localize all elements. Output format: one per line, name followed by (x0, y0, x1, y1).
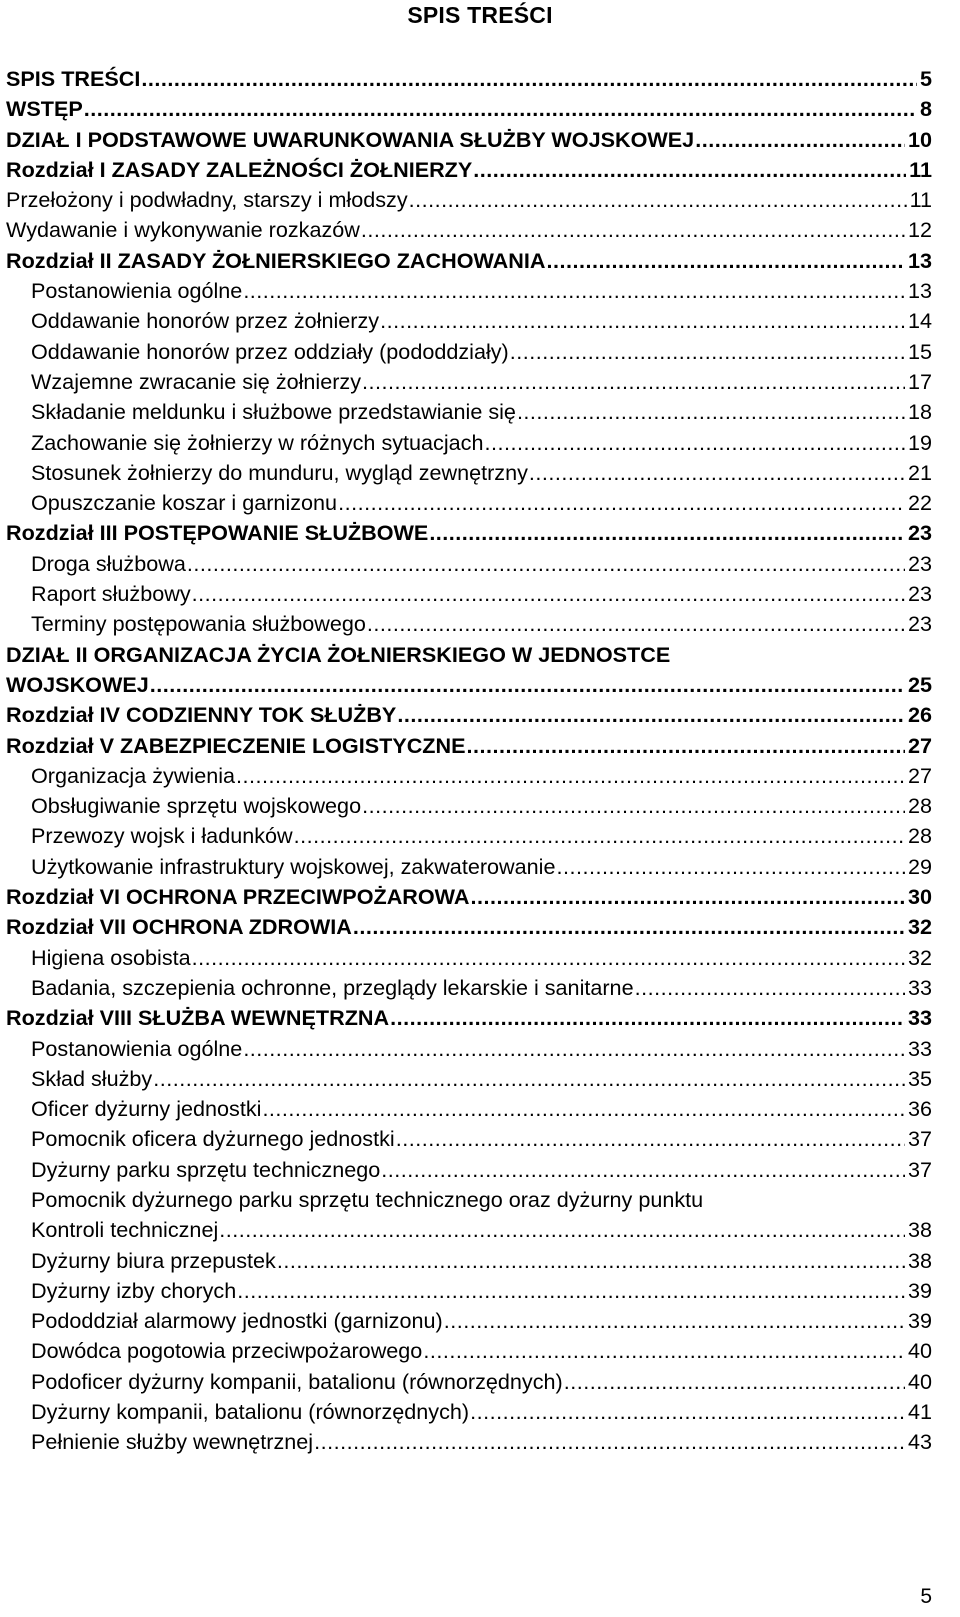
toc-entry[interactable] (6, 1185, 932, 1215)
dot-leader (467, 731, 905, 761)
toc-entry-label: Podoficer dyżurny kompanii, batalionu (równorzędnych) (31, 1368, 563, 1394)
toc-entry-page: 27 (907, 762, 932, 788)
dot-leader (546, 246, 905, 276)
toc-entry[interactable] (6, 155, 932, 185)
toc-entry[interactable] (6, 973, 932, 1003)
toc-entry[interactable] (6, 428, 932, 458)
toc-entry-page: 13 (907, 247, 932, 273)
toc-entry[interactable] (6, 185, 932, 215)
toc-entry-label: Rozdział VII OCHRONA ZDROWIA (6, 914, 352, 940)
toc-entry-label: Skład służby (31, 1065, 153, 1091)
toc-entry[interactable] (6, 700, 932, 730)
toc-entry-label: Dowódca pogotowia przeciwpożarowego (31, 1338, 423, 1364)
dot-leader (423, 1336, 905, 1366)
toc-entry[interactable] (6, 518, 932, 548)
toc-entry-page: 30 (907, 884, 932, 910)
toc-entry-page: 13 (907, 278, 932, 304)
toc-entry[interactable] (6, 852, 932, 882)
dot-leader (396, 1124, 905, 1154)
toc-entry-page: 22 (907, 490, 932, 516)
toc-entry-page: 39 (907, 1308, 932, 1334)
dot-leader (380, 306, 905, 336)
toc-entry-page: 18 (907, 399, 932, 425)
toc-entry-label: WOJSKOWEJ (6, 671, 149, 697)
toc-entry-label: Oddawanie honorów przez oddziały (pododdziały) (31, 338, 509, 364)
toc-entry[interactable] (6, 882, 932, 912)
toc-entry[interactable] (6, 125, 932, 155)
toc-entry-label: Dyżurny kompanii, batalionu (równorzędnych) (31, 1399, 470, 1425)
toc-entry-page: 28 (907, 793, 932, 819)
dot-leader (484, 428, 905, 458)
toc-entry[interactable] (6, 1276, 932, 1306)
toc-entry[interactable] (6, 306, 932, 336)
dot-leader (429, 518, 905, 548)
dot-leader (150, 670, 905, 700)
toc-entry-page: 29 (907, 853, 932, 879)
toc-entry-page: 41 (907, 1399, 932, 1425)
toc-entry-label: Wzajemne zwracanie się żołnierzy (31, 368, 362, 394)
dot-leader (237, 1276, 905, 1306)
toc-entry[interactable] (6, 1155, 932, 1185)
toc-entry[interactable] (6, 1397, 932, 1427)
dot-leader (470, 882, 905, 912)
dot-leader (219, 1215, 905, 1245)
toc-entry-label: Organizacja żywienia (31, 762, 236, 788)
toc-entry[interactable] (6, 761, 932, 791)
toc-entry-page: 8 (919, 96, 932, 122)
toc-entry-label: Przewozy wojsk i ładunków (31, 823, 293, 849)
toc-entry-page: 19 (907, 429, 932, 455)
toc-entry[interactable] (6, 1124, 932, 1154)
toc-entry-label: Zachowanie się żołnierzy w różnych sytuacjach (31, 429, 484, 455)
toc-entry[interactable] (6, 1336, 932, 1366)
toc-entry-label: Rozdział VI OCHRONA PRZECIWPOŻAROWA (6, 884, 470, 910)
dot-leader (635, 973, 905, 1003)
dot-leader (564, 1367, 905, 1397)
toc-entry-label: DZIAŁ II ORGANIZACJA ŻYCIA ŻOŁNIERSKIEGO W JEDNOSTCE (6, 641, 671, 667)
toc-entry-label: Pomocnik oficera dyżurnego jednostki (31, 1126, 395, 1152)
toc-entry[interactable] (6, 215, 932, 245)
toc-entry[interactable] (6, 246, 932, 276)
toc-entry-label: Stosunek żołnierzy do munduru, wygląd zewnętrzny (31, 459, 528, 485)
dot-leader (353, 912, 905, 942)
dot-leader (510, 337, 905, 367)
toc-entry-label: Użytkowanie infrastruktury wojskowej, zakwaterowanie (31, 853, 556, 879)
toc-entry[interactable] (6, 1064, 932, 1094)
dot-leader (153, 1064, 905, 1094)
toc-entry-page: 11 (909, 156, 932, 182)
toc-entry-label: Higiena osobista (31, 944, 191, 970)
toc-entry-page: 43 (907, 1429, 932, 1455)
toc-entry[interactable] (6, 1367, 932, 1397)
toc-entry[interactable] (6, 579, 932, 609)
toc-entry-page: 35 (907, 1065, 932, 1091)
toc-entry-label: Rozdział IV CODZIENNY TOK SŁUŻBY (6, 702, 397, 728)
toc-entry[interactable] (6, 337, 932, 367)
toc-entry-page: 36 (907, 1096, 932, 1122)
toc-entry[interactable] (6, 1094, 932, 1124)
toc-entry[interactable] (6, 549, 932, 579)
toc-entry-label: Postanowienia ogólne (31, 278, 243, 304)
toc-entry-page: 28 (907, 823, 932, 849)
toc-entry-page: 11 (909, 187, 932, 213)
dot-leader (444, 1306, 905, 1336)
dot-leader (556, 852, 905, 882)
dot-leader (277, 1246, 905, 1276)
toc-entry[interactable] (6, 731, 932, 761)
toc-entry-page: 40 (907, 1338, 932, 1364)
dot-leader (473, 155, 906, 185)
dot-leader (529, 458, 905, 488)
dot-leader (187, 549, 905, 579)
toc-entry-label: Pełnienie służby wewnętrznej (31, 1429, 314, 1455)
toc-entry-page: 5 (919, 66, 932, 91)
table-of-contents (6, 64, 932, 1458)
toc-entry[interactable] (6, 367, 932, 397)
toc-entry-page: 33 (907, 1035, 932, 1061)
dot-leader (367, 609, 905, 639)
toc-entry-page: 38 (907, 1247, 932, 1273)
toc-entry[interactable] (6, 1034, 932, 1064)
toc-entry[interactable] (6, 1003, 932, 1033)
dot-leader (141, 64, 917, 94)
toc-entry-page: 32 (907, 914, 932, 940)
toc-entry-page: 37 (907, 1156, 932, 1182)
dot-leader (362, 367, 905, 397)
dot-leader (192, 579, 905, 609)
toc-entry-page: 14 (907, 308, 932, 334)
toc-entry-label: Obsługiwanie sprzętu wojskowego (31, 793, 362, 819)
toc-entry[interactable] (6, 912, 932, 942)
toc-entry[interactable] (6, 791, 932, 821)
toc-entry-label: Wydawanie i wykonywanie rozkazów (6, 217, 360, 243)
toc-entry[interactable] (6, 943, 932, 973)
toc-entry-label: Składanie meldunku i służbowe przedstawianie się (31, 399, 516, 425)
toc-entry-label: Droga służbowa (31, 550, 186, 576)
toc-entry-page: 12 (907, 217, 932, 243)
toc-entry[interactable] (6, 821, 932, 851)
page-title: SPIS TREŚCI (407, 2, 553, 28)
dot-leader (361, 215, 905, 245)
toc-entry-page: 17 (907, 368, 932, 394)
toc-entry-label: Przełożony i podwładny, starszy i młodszy (6, 187, 408, 213)
toc-entry-page: 32 (907, 944, 932, 970)
toc-entry-page: 21 (907, 459, 932, 485)
toc-entry-label: Rozdział II ZASADY ŻOŁNIERSKIEGO ZACHOWANIA (6, 247, 546, 273)
toc-entry[interactable] (6, 1427, 932, 1457)
toc-entry-page: 37 (907, 1126, 932, 1152)
dot-leader (470, 1397, 905, 1427)
dot-leader (362, 791, 905, 821)
dot-leader (236, 761, 905, 791)
dot-leader (243, 276, 905, 306)
dot-leader (338, 488, 905, 518)
toc-entry[interactable] (6, 1215, 932, 1245)
toc-entry-page: 40 (907, 1368, 932, 1394)
dot-leader (517, 397, 905, 427)
toc-entry-page: 33 (907, 1005, 932, 1031)
dot-leader (390, 1003, 905, 1033)
toc-entry-page: 33 (907, 974, 932, 1000)
toc-entry[interactable] (6, 488, 932, 518)
toc-entry-page: 25 (907, 671, 932, 697)
toc-entry-label: Rozdział V ZABEZPIECZENIE LOGISTYCZNE (6, 732, 466, 758)
page-number: 5 (920, 1585, 932, 1608)
toc-entry-label: Badania, szczepienia ochronne, przeglądy lekarskie i sanitarne (31, 974, 634, 1000)
toc-entry-label: Rozdział I ZASADY ZALEŻNOŚCI ŻOŁNIERZY (6, 156, 473, 182)
toc-entry-label: DZIAŁ I PODSTAWOWE UWARUNKOWANIA SŁUŻBY WOJSKOWEJ (6, 126, 695, 152)
dot-leader (314, 1427, 905, 1457)
toc-entry-label: Oddawanie honorów przez żołnierzy (31, 308, 380, 334)
toc-entry-label: Postanowienia ogólne (31, 1035, 243, 1061)
toc-entry[interactable] (6, 458, 932, 488)
dot-leader (262, 1094, 905, 1124)
toc-entry-page: 39 (907, 1277, 932, 1303)
toc-entry[interactable] (6, 609, 932, 639)
dot-leader (695, 125, 905, 155)
toc-entry[interactable] (6, 640, 932, 670)
toc-entry-label: WSTĘP (6, 96, 83, 122)
toc-entry-label: Opuszczanie koszar i garnizonu (31, 490, 338, 516)
toc-entry-page: 26 (907, 702, 932, 728)
dot-leader (381, 1155, 905, 1185)
toc-entry-label: Pomocnik dyżurnego parku sprzętu technicznego oraz dyżurny punktu (31, 1186, 704, 1212)
toc-entry-label: Terminy postępowania służbowego (31, 611, 366, 637)
toc-entry-label: Dyżurny parku sprzętu technicznego (31, 1156, 381, 1182)
dot-leader (397, 700, 905, 730)
toc-entry-label: Rozdział III POSTĘPOWANIE SŁUŻBOWE (6, 520, 429, 546)
toc-entry-page: 23 (907, 611, 932, 637)
dot-leader (294, 821, 905, 851)
toc-entry-page: 38 (907, 1217, 932, 1243)
toc-entry-label: Rozdział VIII SŁUŻBA WEWNĘTRZNA (6, 1005, 390, 1031)
toc-entry-page: 23 (907, 520, 932, 546)
dot-leader (409, 185, 907, 215)
toc-entry-label: Kontroli technicznej (31, 1217, 219, 1243)
toc-entry[interactable] (6, 397, 932, 427)
toc-entry[interactable] (6, 276, 932, 306)
toc-entry-label: SPIS TREŚCI (6, 66, 141, 91)
toc-entry-page: 15 (907, 338, 932, 364)
dot-leader (84, 94, 917, 124)
toc-entry-page: 23 (907, 550, 932, 576)
toc-entry-label: Raport służbowy (31, 581, 191, 607)
toc-entry[interactable] (6, 94, 932, 124)
toc-entry-label: Dyżurny izby chorych (31, 1277, 237, 1303)
toc-entry[interactable] (6, 1306, 932, 1336)
dot-leader (192, 943, 905, 973)
toc-entry-label: Pododdział alarmowy jednostki (garnizonu) (31, 1308, 443, 1334)
toc-entry-page: 23 (907, 581, 932, 607)
dot-leader (243, 1034, 905, 1064)
toc-entry[interactable] (6, 64, 932, 94)
toc-entry[interactable] (6, 670, 932, 700)
toc-entry-label: Oficer dyżurny jednostki (31, 1096, 262, 1122)
toc-entry[interactable] (6, 1246, 932, 1276)
toc-entry-page: 27 (907, 732, 932, 758)
toc-entry-page: 10 (907, 126, 932, 152)
toc-entry-label: Dyżurny biura przepustek (31, 1247, 276, 1273)
